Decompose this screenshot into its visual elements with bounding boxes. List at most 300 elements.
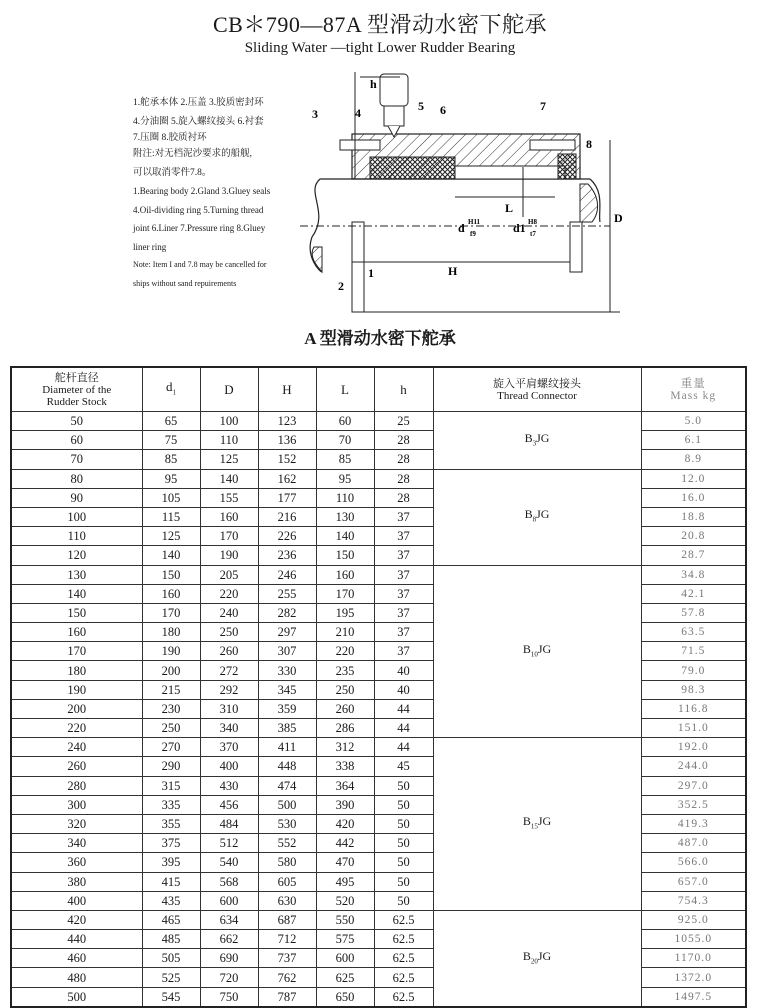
- connector-sub: 20: [530, 957, 538, 966]
- cell-stock-diameter: 360: [11, 853, 142, 872]
- header-conn-en: Thread Connector: [497, 389, 577, 402]
- page-subtitle: Sliding Water —tight Lower Rudder Bearing: [244, 40, 516, 56]
- cell-d1: 85: [142, 450, 200, 469]
- cell-d1: 150: [142, 565, 200, 584]
- cell-L: 235: [316, 661, 374, 680]
- cell-d1: 105: [142, 488, 200, 507]
- cell-stock-diameter: 200: [11, 699, 142, 718]
- cell-stock-diameter: 50: [11, 412, 142, 431]
- cell-mass: 63.5: [641, 623, 746, 642]
- cell-stock-diameter: 80: [11, 469, 142, 488]
- cell-D: 568: [200, 872, 258, 891]
- cell-stock-diameter: 480: [11, 968, 142, 987]
- cell-mass: 8.9: [641, 450, 746, 469]
- cell-h: 50: [374, 776, 433, 795]
- header-d1-sub: 1: [172, 388, 176, 397]
- cell-d1: 290: [142, 757, 200, 776]
- cell-stock-diameter: 500: [11, 987, 142, 1007]
- cell-stock-diameter: 60: [11, 431, 142, 450]
- header-stock-diameter: [11, 367, 142, 412]
- label-L: L: [505, 201, 514, 215]
- label-7: 7: [540, 99, 546, 113]
- cell-L: 312: [316, 738, 374, 757]
- label-d-fit-top: H11: [468, 218, 481, 226]
- cell-d1: 140: [142, 546, 200, 565]
- cell-d1: 180: [142, 623, 200, 642]
- cell-D: 125: [200, 450, 258, 469]
- cell-d1: 315: [142, 776, 200, 795]
- cell-h: 62.5: [374, 949, 433, 968]
- header-conn-cn: 旋入平肩螺纹接头: [493, 377, 581, 390]
- cell-L: 220: [316, 642, 374, 661]
- cell-L: 650: [316, 987, 374, 1007]
- cell-D: 662: [200, 930, 258, 949]
- cell-D: 720: [200, 968, 258, 987]
- cell-stock-diameter: 110: [11, 527, 142, 546]
- cell-mass: 566.0: [641, 853, 746, 872]
- cell-h: 37: [374, 507, 433, 526]
- header-D: D: [200, 367, 258, 412]
- cell-mass: 244.0: [641, 757, 746, 776]
- cell-H: 580: [258, 853, 316, 872]
- cell-L: 442: [316, 834, 374, 853]
- cell-H: 255: [258, 584, 316, 603]
- cell-d1: 95: [142, 469, 200, 488]
- cell-H: 687: [258, 910, 316, 929]
- connector-sub: 10: [530, 650, 538, 659]
- cell-mass: 42.1: [641, 584, 746, 603]
- label-h: h: [370, 77, 377, 91]
- cell-stock-diameter: 260: [11, 757, 142, 776]
- cell-stock-diameter: 400: [11, 891, 142, 910]
- parts-legend: [133, 94, 313, 293]
- cell-stock-diameter: 70: [11, 450, 142, 469]
- table-row: [11, 738, 746, 757]
- cell-D: 430: [200, 776, 258, 795]
- cell-d1: 125: [142, 527, 200, 546]
- legend-en-note: ships without sand repuirements: [133, 278, 237, 288]
- cell-h: 37: [374, 642, 433, 661]
- cell-H: 712: [258, 930, 316, 949]
- cell-d1: 355: [142, 814, 200, 833]
- cell-stock-diameter: 150: [11, 603, 142, 622]
- cell-mass: 925.0: [641, 910, 746, 929]
- cell-mass: 192.0: [641, 738, 746, 757]
- cell-stock-diameter: 380: [11, 872, 142, 891]
- cell-L: 364: [316, 776, 374, 795]
- cell-H: 737: [258, 949, 316, 968]
- cell-stock-diameter: 220: [11, 719, 142, 738]
- cell-h: 50: [374, 814, 433, 833]
- table-row: [11, 565, 746, 584]
- legend-en-line: liner ring: [133, 241, 167, 252]
- cell-H: 359: [258, 699, 316, 718]
- connector-prefix: B: [524, 430, 533, 445]
- cell-thread-connector: [433, 412, 641, 470]
- cell-D: 310: [200, 699, 258, 718]
- cell-L: 600: [316, 949, 374, 968]
- cell-d1: 250: [142, 719, 200, 738]
- table-row: [11, 910, 746, 929]
- cell-h: 28: [374, 450, 433, 469]
- cell-D: 634: [200, 910, 258, 929]
- cell-mass: 18.8: [641, 507, 746, 526]
- cell-h: 37: [374, 603, 433, 622]
- cell-mass: 352.5: [641, 795, 746, 814]
- cell-H: 236: [258, 546, 316, 565]
- cell-d1: 75: [142, 431, 200, 450]
- cell-h: 62.5: [374, 930, 433, 949]
- legend-en-line: joint 6.Liner 7.Pressure ring 8.Gluey: [133, 223, 266, 233]
- cell-h: 44: [374, 738, 433, 757]
- cell-mass: 5.0: [641, 412, 746, 431]
- header-stock-en2: Rudder Stock: [46, 395, 107, 408]
- header-stock-en1: Diameter of the: [42, 383, 112, 396]
- cell-h: 50: [374, 872, 433, 891]
- header-stock-cn: 舵杆直径: [54, 371, 99, 384]
- cell-mass: 1497.5: [641, 987, 746, 1007]
- cell-H: 552: [258, 834, 316, 853]
- cell-mass: 1170.0: [641, 949, 746, 968]
- cell-L: 210: [316, 623, 374, 642]
- cell-D: 240: [200, 603, 258, 622]
- cell-mass: 16.0: [641, 488, 746, 507]
- cell-H: 162: [258, 469, 316, 488]
- cell-H: 282: [258, 603, 316, 622]
- cell-stock-diameter: 460: [11, 949, 142, 968]
- cell-L: 70: [316, 431, 374, 450]
- legend-en-line: 4.Oil-dividing ring 5.Turning thread: [133, 204, 264, 215]
- legend-cn-line: 7.压圈 8.胶质衬环: [133, 133, 207, 143]
- page-title: CB＊790—87A 型滑动水密下舵承: [212, 12, 548, 37]
- cell-L: 95: [316, 469, 374, 488]
- header-L: L: [316, 367, 374, 412]
- cell-h: 62.5: [374, 968, 433, 987]
- cell-H: 307: [258, 642, 316, 661]
- cell-mass: 57.8: [641, 603, 746, 622]
- cell-mass: 151.0: [641, 719, 746, 738]
- cell-thread-connector: [433, 469, 641, 565]
- cell-D: 272: [200, 661, 258, 680]
- cell-L: 60: [316, 412, 374, 431]
- label-d1-fit-bot: t7: [530, 230, 536, 238]
- cell-h: 28: [374, 469, 433, 488]
- cell-L: 390: [316, 795, 374, 814]
- table-header-row: [11, 367, 746, 412]
- cell-L: 260: [316, 699, 374, 718]
- cell-d1: 395: [142, 853, 200, 872]
- cell-D: 484: [200, 814, 258, 833]
- header-H: H: [258, 367, 316, 412]
- cell-D: 220: [200, 584, 258, 603]
- table-body: [11, 412, 746, 1007]
- cell-D: 190: [200, 546, 258, 565]
- cell-D: 340: [200, 719, 258, 738]
- cell-d1: 505: [142, 949, 200, 968]
- cell-L: 520: [316, 891, 374, 910]
- cell-L: 420: [316, 814, 374, 833]
- cell-D: 110: [200, 431, 258, 450]
- cell-h: 50: [374, 795, 433, 814]
- label-1: 1: [368, 266, 374, 280]
- cell-stock-diameter: 170: [11, 642, 142, 661]
- cell-thread-connector: [433, 738, 641, 911]
- cell-D: 400: [200, 757, 258, 776]
- label-d: d: [458, 221, 465, 235]
- label-5: 5: [418, 99, 424, 113]
- header-d1: [142, 367, 200, 412]
- table-row: [11, 412, 746, 431]
- cell-stock-diameter: 280: [11, 776, 142, 795]
- cell-D: 456: [200, 795, 258, 814]
- cell-L: 250: [316, 680, 374, 699]
- cell-D: 512: [200, 834, 258, 853]
- connector-prefix: B: [522, 641, 531, 656]
- cell-mass: 419.3: [641, 814, 746, 833]
- cell-mass: 28.7: [641, 546, 746, 565]
- cell-d1: 190: [142, 642, 200, 661]
- cell-D: 600: [200, 891, 258, 910]
- cell-d1: 270: [142, 738, 200, 757]
- cell-L: 625: [316, 968, 374, 987]
- header-d1-text: d: [166, 378, 173, 394]
- cell-L: 338: [316, 757, 374, 776]
- cell-L: 130: [316, 507, 374, 526]
- cell-h: 62.5: [374, 910, 433, 929]
- cell-h: 37: [374, 623, 433, 642]
- cell-D: 100: [200, 412, 258, 431]
- cell-d1: 415: [142, 872, 200, 891]
- cell-thread-connector: [433, 565, 641, 738]
- seal-rings: [370, 157, 455, 179]
- cell-d1: 230: [142, 699, 200, 718]
- connector-prefix: B: [522, 948, 531, 963]
- legend-cn-note: 可以取消零件7.8。: [133, 167, 212, 178]
- cell-H: 330: [258, 661, 316, 680]
- cell-mass: 98.3: [641, 680, 746, 699]
- label-8: 8: [586, 137, 592, 151]
- legend-en-note: Note: Item I and 7.8 may be cancelled for: [133, 260, 267, 269]
- cell-h: 50: [374, 891, 433, 910]
- cell-mass: 1372.0: [641, 968, 746, 987]
- cell-mass: 6.1: [641, 431, 746, 450]
- connector-suffix: JG: [536, 507, 550, 522]
- cell-L: 495: [316, 872, 374, 891]
- bolt-right: [530, 140, 575, 150]
- cell-h: 37: [374, 546, 433, 565]
- cell-L: 550: [316, 910, 374, 929]
- cell-H: 152: [258, 450, 316, 469]
- cell-D: 260: [200, 642, 258, 661]
- cell-H: 411: [258, 738, 316, 757]
- connector-sub: 3: [532, 438, 537, 447]
- cell-H: 630: [258, 891, 316, 910]
- label-d1-fit-top: H8: [528, 218, 537, 226]
- cell-stock-diameter: 160: [11, 623, 142, 642]
- label-3: 3: [312, 107, 318, 121]
- connector-prefix: B: [524, 507, 533, 522]
- cell-h: 37: [374, 584, 433, 603]
- cell-H: 136: [258, 431, 316, 450]
- cell-d1: 435: [142, 891, 200, 910]
- cell-L: 110: [316, 488, 374, 507]
- cell-H: 385: [258, 719, 316, 738]
- cell-d1: 160: [142, 584, 200, 603]
- cell-mass: 34.8: [641, 565, 746, 584]
- cell-stock-diameter: 180: [11, 661, 142, 680]
- cell-stock-diameter: 240: [11, 738, 142, 757]
- cell-mass: 657.0: [641, 872, 746, 891]
- label-d-fit-bot: f9: [470, 230, 476, 238]
- label-D: D: [614, 211, 623, 225]
- cell-L: 286: [316, 719, 374, 738]
- cell-L: 575: [316, 930, 374, 949]
- connector-suffix: JG: [537, 948, 552, 963]
- cell-L: 85: [316, 450, 374, 469]
- legend-cn-line: 1.舵承本体 2.压盖 3.胶质密封环: [133, 98, 264, 108]
- cell-stock-diameter: 420: [11, 910, 142, 929]
- cell-stock-diameter: 120: [11, 546, 142, 565]
- cell-H: 123: [258, 412, 316, 431]
- cell-h: 62.5: [374, 987, 433, 1007]
- cell-D: 140: [200, 469, 258, 488]
- cell-stock-diameter: 320: [11, 814, 142, 833]
- header-mass-cn: 重量: [680, 377, 706, 390]
- cell-mass: 297.0: [641, 776, 746, 795]
- cell-H: 474: [258, 776, 316, 795]
- cell-h: 40: [374, 680, 433, 699]
- cell-D: 170: [200, 527, 258, 546]
- thread-connector: [380, 74, 408, 106]
- cell-d1: 65: [142, 412, 200, 431]
- connector-sub: 15: [530, 822, 538, 831]
- legend-en-line: 1.Bearing body 2.Gland 3.Gluey seals: [133, 186, 271, 196]
- connector-suffix: JG: [536, 430, 550, 445]
- cell-H: 448: [258, 757, 316, 776]
- header-h: h: [374, 367, 433, 412]
- cell-stock-diameter: 90: [11, 488, 142, 507]
- cell-D: 160: [200, 507, 258, 526]
- connector-suffix: JG: [537, 641, 552, 656]
- cell-D: 205: [200, 565, 258, 584]
- label-6: 6: [440, 103, 446, 117]
- cell-D: 292: [200, 680, 258, 699]
- cell-L: 195: [316, 603, 374, 622]
- cell-d1: 170: [142, 603, 200, 622]
- cell-L: 140: [316, 527, 374, 546]
- connector-suffix: JG: [537, 814, 552, 829]
- cell-h: 44: [374, 699, 433, 718]
- cell-h: 40: [374, 661, 433, 680]
- cell-stock-diameter: 140: [11, 584, 142, 603]
- cell-mass: 754.3: [641, 891, 746, 910]
- cell-d1: 375: [142, 834, 200, 853]
- cell-h: 37: [374, 565, 433, 584]
- label-H: H: [448, 264, 458, 278]
- cell-D: 370: [200, 738, 258, 757]
- bearing-body: [352, 222, 364, 312]
- cell-stock-diameter: 130: [11, 565, 142, 584]
- cell-L: 170: [316, 584, 374, 603]
- cell-D: 155: [200, 488, 258, 507]
- cell-d1: 465: [142, 910, 200, 929]
- cell-L: 470: [316, 853, 374, 872]
- cell-h: 45: [374, 757, 433, 776]
- cell-h: 50: [374, 834, 433, 853]
- cell-d1: 115: [142, 507, 200, 526]
- cell-H: 605: [258, 872, 316, 891]
- cell-D: 540: [200, 853, 258, 872]
- header-thread-connector: [433, 367, 641, 412]
- cell-H: 226: [258, 527, 316, 546]
- label-4: 4: [355, 106, 361, 120]
- cell-H: 530: [258, 814, 316, 833]
- cell-mass: 71.5: [641, 642, 746, 661]
- cell-H: 297: [258, 623, 316, 642]
- legend-cn-line: 4.分油圈 5.旋入螺纹接头 6.衬套: [133, 116, 264, 127]
- cell-mass: 1055.0: [641, 930, 746, 949]
- cell-h: 37: [374, 527, 433, 546]
- cell-H: 246: [258, 565, 316, 584]
- bearing-drawing: [300, 62, 630, 322]
- cell-d1: 485: [142, 930, 200, 949]
- cell-h: 28: [374, 431, 433, 450]
- cell-stock-diameter: 340: [11, 834, 142, 853]
- table-title: A 型滑动水密下舵承: [304, 329, 456, 348]
- label-2: 2: [338, 279, 344, 293]
- cell-d1: 215: [142, 680, 200, 699]
- cell-H: 177: [258, 488, 316, 507]
- cell-d1: 525: [142, 968, 200, 987]
- table-row: [11, 469, 746, 488]
- cell-h: 44: [374, 719, 433, 738]
- cell-stock-diameter: 190: [11, 680, 142, 699]
- dimensions-table: [10, 366, 747, 1008]
- header-mass: [641, 367, 746, 412]
- bolt-left: [340, 140, 380, 150]
- cell-D: 750: [200, 987, 258, 1007]
- connector-prefix: B: [522, 814, 531, 829]
- cell-D: 690: [200, 949, 258, 968]
- cell-stock-diameter: 440: [11, 930, 142, 949]
- cell-H: 345: [258, 680, 316, 699]
- cell-d1: 200: [142, 661, 200, 680]
- legend-cn-note: 附注:对无档泥沙要求的船舰,: [133, 149, 253, 159]
- cell-L: 160: [316, 565, 374, 584]
- cell-d1: 335: [142, 795, 200, 814]
- cell-D: 250: [200, 623, 258, 642]
- cell-h: 50: [374, 853, 433, 872]
- cell-thread-connector: [433, 910, 641, 1006]
- cell-mass: 20.8: [641, 527, 746, 546]
- cell-mass: 12.0: [641, 469, 746, 488]
- cell-mass: 79.0: [641, 661, 746, 680]
- connector-sub: 8: [532, 515, 537, 524]
- cell-H: 762: [258, 968, 316, 987]
- cell-H: 500: [258, 795, 316, 814]
- header-mass-en: Mass kg: [670, 389, 717, 402]
- cell-mass: 116.8: [641, 699, 746, 718]
- cell-d1: 545: [142, 987, 200, 1007]
- cell-h: 25: [374, 412, 433, 431]
- cell-stock-diameter: 300: [11, 795, 142, 814]
- cell-H: 216: [258, 507, 316, 526]
- cell-stock-diameter: 100: [11, 507, 142, 526]
- cell-h: 28: [374, 488, 433, 507]
- label-d1: d1: [513, 221, 526, 235]
- cell-L: 150: [316, 546, 374, 565]
- cell-H: 787: [258, 987, 316, 1007]
